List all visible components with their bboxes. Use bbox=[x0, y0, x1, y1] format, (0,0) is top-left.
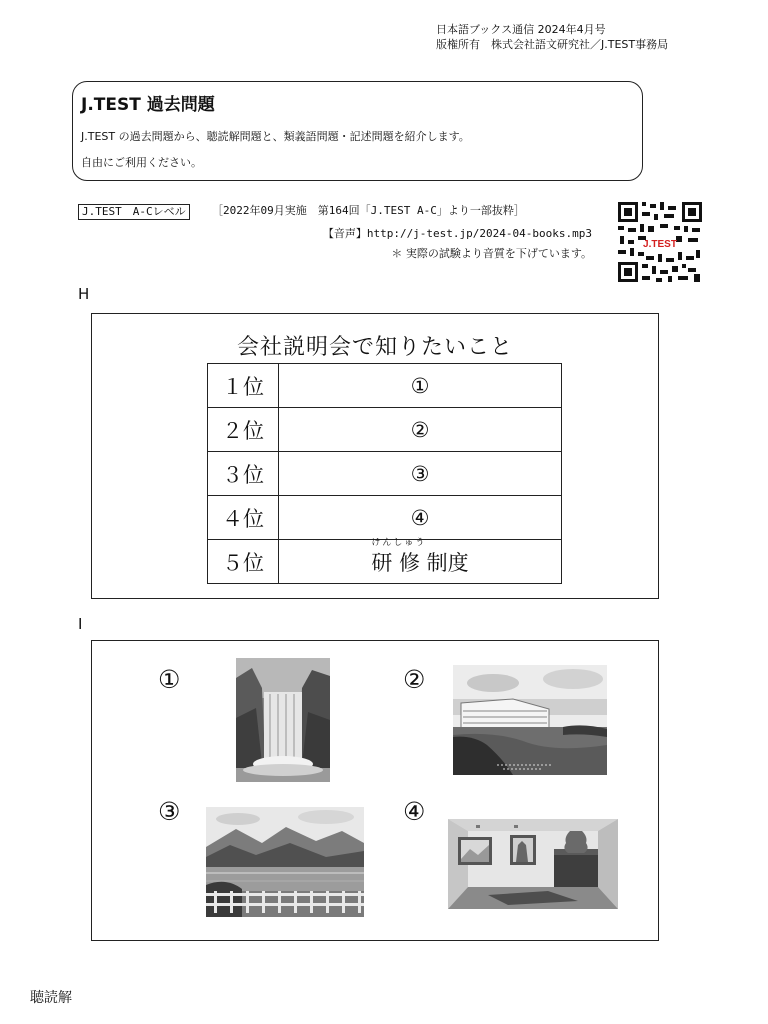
museum-room-illustration-icon bbox=[448, 819, 618, 909]
table-row bbox=[208, 540, 562, 584]
qr-code-icon[interactable] bbox=[616, 200, 704, 284]
table-row bbox=[208, 408, 562, 452]
table-row bbox=[208, 452, 562, 496]
ranking-table bbox=[207, 363, 562, 584]
copyright-line: 版権所有 株式会社語文研究社／J.TEST事務局 bbox=[436, 38, 669, 51]
item-cell: ② bbox=[279, 408, 562, 452]
exam-source: ［2022年09月実施 第164回「J.TEST A-C」より一部抜粋］ bbox=[212, 204, 525, 217]
rank-cell: １位 bbox=[208, 364, 279, 408]
newsletter-header bbox=[436, 22, 668, 52]
intro-text-1: J.TEST の過去問題から、聴読解問題と、類義語問題・記述問題を紹介します。 bbox=[81, 130, 470, 143]
option-number: ① bbox=[158, 665, 181, 694]
item-cell bbox=[279, 537, 562, 584]
intro-title: J.TEST 過去問題 bbox=[81, 95, 215, 115]
section-h-label: H bbox=[78, 285, 90, 303]
intro-box bbox=[72, 81, 643, 181]
option-number: ② bbox=[403, 665, 426, 694]
waterfall-illustration-icon bbox=[236, 658, 330, 782]
ruby-base: 研 修 制度 bbox=[371, 550, 469, 575]
option-number: ③ bbox=[158, 797, 181, 826]
rank-cell: ４位 bbox=[208, 496, 279, 540]
lake-mountain-illustration-icon bbox=[206, 807, 364, 917]
newsletter-issue: 日本語ブックス通信 2024年4月号 bbox=[436, 23, 606, 36]
section-i-label: I bbox=[78, 615, 83, 633]
item-cell: ④ bbox=[279, 496, 562, 540]
item-cell: ③ bbox=[279, 452, 562, 496]
ranking-box bbox=[91, 313, 659, 599]
item-cell: ① bbox=[279, 364, 562, 408]
footer-label: 聴読解 bbox=[30, 990, 72, 1006]
rank-cell: ５位 bbox=[208, 540, 279, 584]
table-row bbox=[208, 496, 562, 540]
rank-cell: ２位 bbox=[208, 408, 279, 452]
table-row bbox=[208, 364, 562, 408]
seaside-hotel-illustration-icon bbox=[453, 665, 607, 775]
audio-link[interactable]: 【音声】http://j-test.jp/2024-04-books.mp3 bbox=[322, 227, 592, 240]
ranking-title: 会社説明会で知りたいこと bbox=[236, 335, 513, 360]
qr-logo-text: J.TEST bbox=[643, 239, 677, 250]
pictures-box bbox=[91, 640, 659, 941]
audio-note: ＊ 実際の試験より音質を下げています。 bbox=[391, 247, 592, 260]
level-label: J.TEST A-Cレベル bbox=[78, 204, 190, 220]
option-number: ④ bbox=[403, 797, 426, 826]
ruby-reading: けんしゅう bbox=[371, 537, 427, 548]
ruby-word bbox=[371, 537, 469, 577]
rank-cell: ３位 bbox=[208, 452, 279, 496]
intro-text-2: 自由にご利用ください。 bbox=[81, 156, 202, 169]
